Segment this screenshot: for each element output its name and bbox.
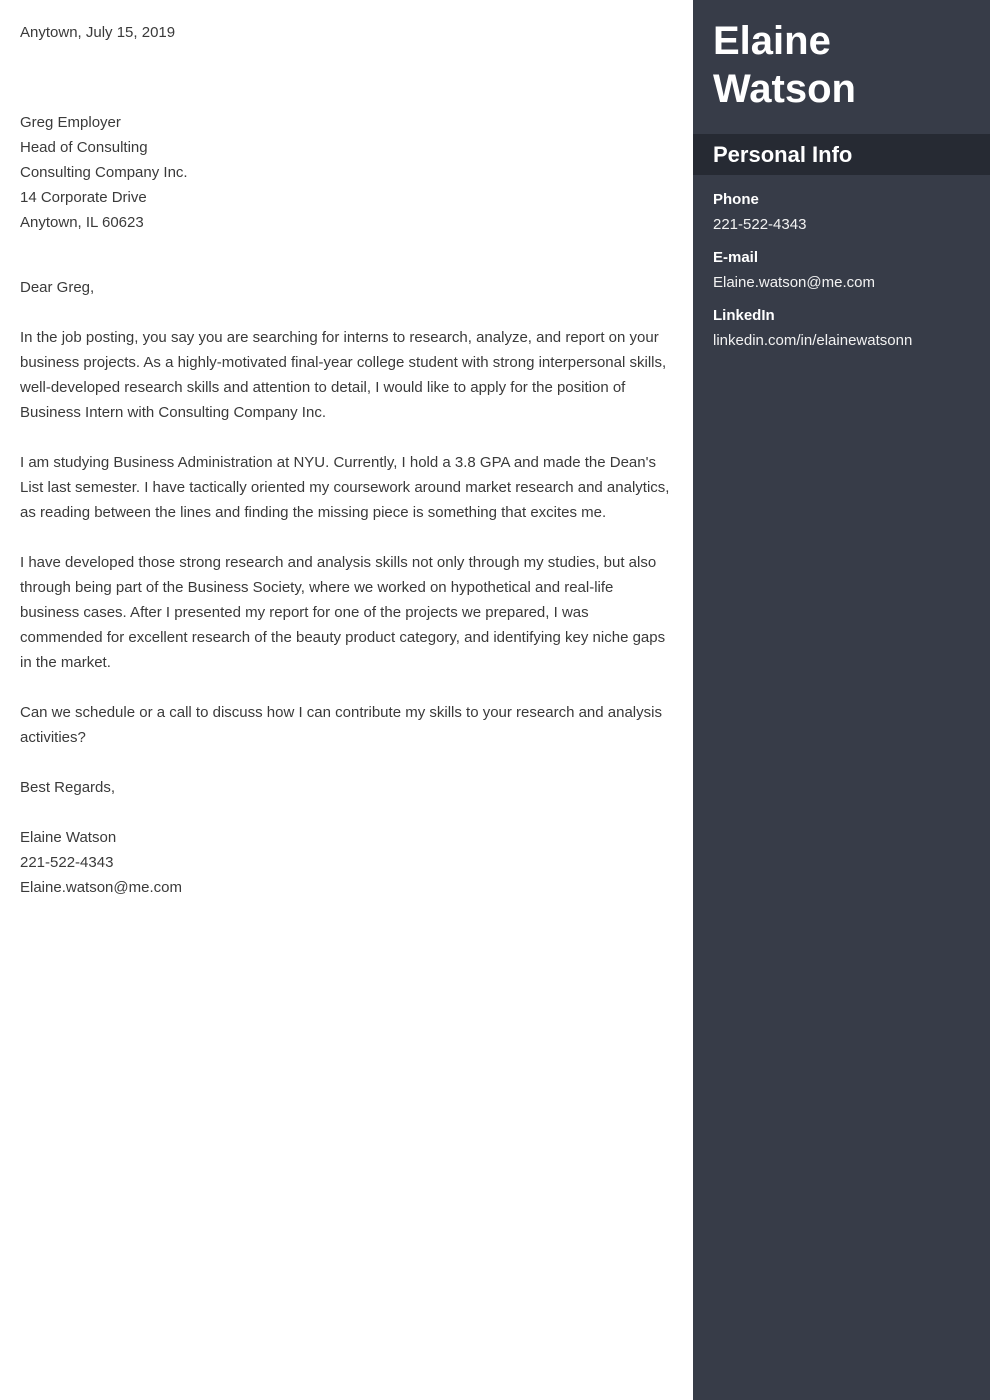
recipient-company: Consulting Company Inc.	[20, 164, 188, 181]
recipient-city: Anytown, IL 60623	[20, 214, 144, 231]
phone-label: Phone	[713, 191, 759, 208]
recipient-address	[20, 110, 673, 235]
salutation: Dear Greg,	[20, 279, 95, 296]
info-item-linkedin	[713, 303, 970, 353]
signature-phone: 221-522-4343	[20, 854, 114, 871]
applicant-first-name: Elaine	[713, 19, 831, 63]
email-value: Elaine.watson@me.com	[713, 274, 875, 291]
paragraph-education: I am studying Business Administration at NYU. Currently, I hold a 3.8 GPA and made the Dean's List last semester. I have tactically oriented my coursework around market research and analytics, as reading between the lines and finding the missing piece is something that excites me.	[20, 454, 670, 521]
info-item-email	[713, 245, 970, 295]
paragraph-intro: In the job posting, you say you are searching for interns to research, analyze, and report on your business projects. As a highly-motivated final-year college student with strong interpersonal skills, well-developed research skills and attention to detail, I would like to apply for the position of Business Intern with Consulting Company Inc.	[20, 329, 667, 421]
email-label: E-mail	[713, 249, 759, 266]
paragraph-experience: I have developed those strong research and analysis skills not only through my studies, but also through being part of the Business Society, where we worked on hypothetical and real-life business cases. After I presented my report for one of the projects we prepared, I was commended for excellent research of the beauty product category, and identifying key niche gaps in the market.	[20, 554, 666, 671]
personal-info-list	[693, 175, 990, 353]
recipient-title: Head of Consulting	[20, 139, 148, 156]
paragraph-call-to-action: Can we schedule or a call to discuss how I can contribute my skills to your research and analysis activities?	[20, 704, 662, 746]
sidebar	[693, 0, 990, 1400]
info-item-phone	[713, 187, 970, 237]
recipient-name: Greg Employer	[20, 114, 121, 131]
letter-date: Anytown, July 15, 2019	[20, 24, 176, 41]
personal-info-heading: Personal Info	[693, 134, 990, 175]
applicant-last-name: Watson	[713, 67, 856, 111]
linkedin-value: linkedin.com/in/elainewatsonn	[713, 332, 913, 349]
signature-name: Elaine Watson	[20, 829, 117, 846]
signature-email: Elaine.watson@me.com	[20, 879, 182, 896]
closing: Best Regards,	[20, 779, 116, 796]
signature-block	[20, 825, 673, 900]
linkedin-label: LinkedIn	[713, 307, 775, 324]
phone-value: 221-522-4343	[713, 216, 807, 233]
applicant-name	[693, 0, 990, 134]
recipient-street: 14 Corporate Drive	[20, 189, 147, 206]
